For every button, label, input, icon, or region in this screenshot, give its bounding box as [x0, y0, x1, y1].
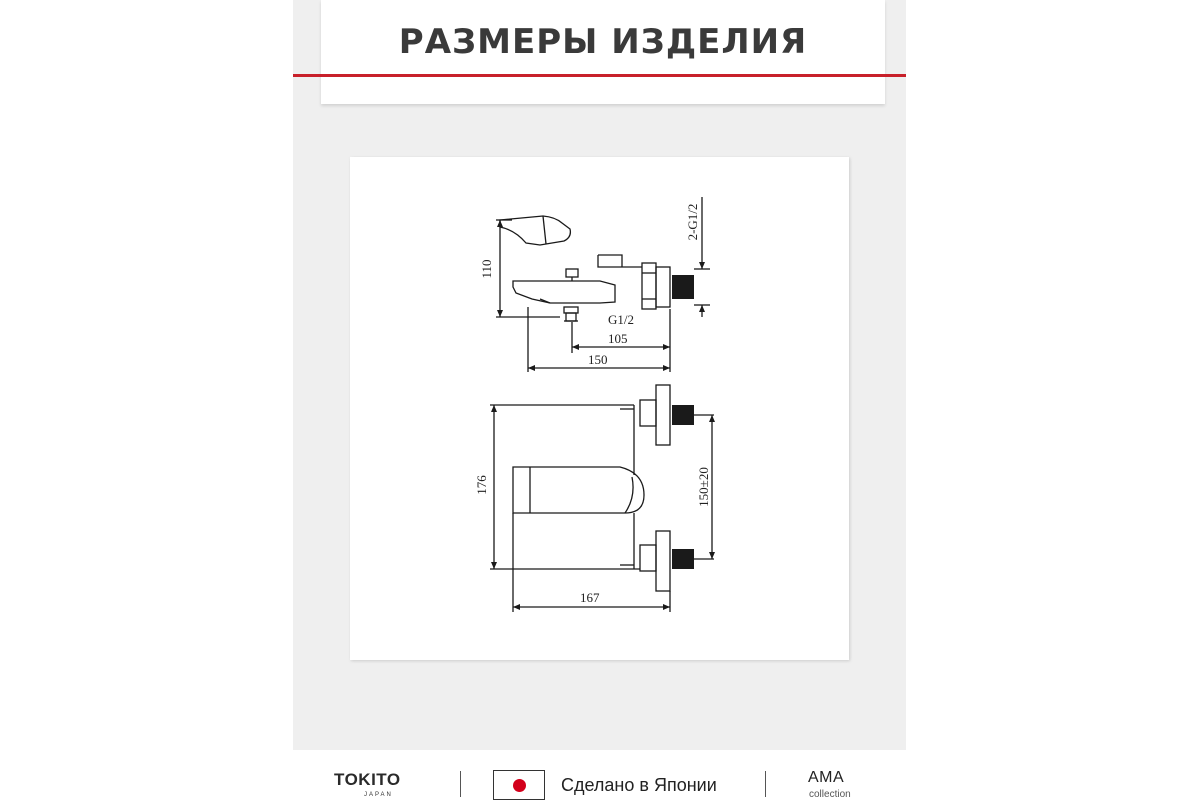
footer-separator	[460, 771, 461, 797]
page-title: РАЗМЕРЫ ИЗДЕЛИЯ	[398, 22, 808, 62]
collection-name: AMA	[808, 769, 845, 786]
flag-sun-icon	[513, 779, 526, 792]
dim-thread-bottom: G1/2	[608, 312, 634, 327]
made-in-japan-label: Сделано в Японии	[561, 775, 717, 795]
dim-height-side: 110	[479, 259, 494, 279]
footer-separator	[765, 771, 766, 797]
dim-width-front: 167	[580, 590, 600, 605]
collection-subtitle: collection	[809, 789, 851, 800]
title-card	[321, 0, 885, 104]
logo-subtitle: JAPAN	[364, 792, 393, 798]
dim-spacing: 150±20	[696, 467, 711, 507]
technical-drawing-card	[350, 157, 849, 660]
faucet-dimension-drawing	[350, 157, 849, 660]
spout-shape	[513, 281, 615, 303]
dim-height-front: 176	[474, 475, 489, 495]
title-underline	[293, 74, 906, 77]
dim-depth-outer: 150	[588, 352, 608, 367]
japan-flag-icon	[493, 770, 545, 800]
logo-wordmark: TOKITO	[334, 770, 401, 789]
tokito-logo	[334, 770, 401, 798]
dim-depth-inner: 105	[608, 331, 628, 346]
dim-thread-top: 2-G1/2	[685, 203, 700, 241]
front-spout-shape	[513, 467, 644, 513]
